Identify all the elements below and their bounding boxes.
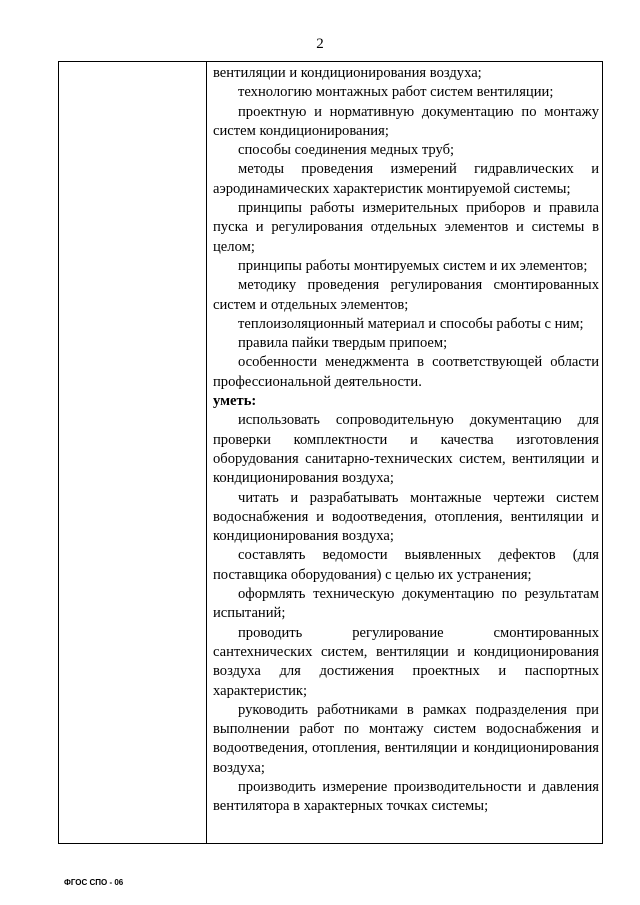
skill-item: производить измерение производительности и давления вентилятора в характерных точках системы;: [213, 778, 599, 815]
table-left-column: [59, 62, 207, 843]
skill-item: проводить регулирование смонтированных сантехнических систем, вентиляции и кондиционирования воздуха для достижения проектных и паспортных характеристик;: [213, 624, 599, 699]
know-item: методику проведения регулирования смонтированных систем и отдельных элементов;: [213, 277, 599, 313]
know-item: методы проведения измерений гидравлических и аэродинамических характеристик монтируемой системы;: [213, 161, 599, 197]
know-item: способы соединения медных труб;: [238, 142, 455, 159]
skill-item: руководить работниками в рамках подразделения при выполнении работ по монтажу систем водоснабжения и водоотведения, отопления, вентиляции и кондиционирования воздуха;: [213, 701, 599, 776]
footer-doc-code: ФГОС СПО - 06: [64, 878, 124, 887]
table-right-column: [207, 62, 602, 843]
skill-item: использовать сопроводительную документацию для проверки комплектности и качества изготовления оборудования санитарно-технических систем, вентиляции и кондиционирования воздуха;: [213, 412, 599, 487]
know-item: принципы работы измерительных приборов и правила пуска и регулирования отдельных элементов и системы в целом;: [213, 200, 599, 255]
skill-item: оформлять техническую документацию по результатам испытаний;: [213, 586, 599, 622]
know-item: проектную и нормативную документацию по монтажу систем кондиционирования;: [213, 103, 599, 139]
know-item: технологию монтажных работ систем вентиляции;: [238, 84, 554, 101]
skill-item: читать и разрабатывать монтажные чертежи систем водоснабжения и водоотведения, отопления, вентиляции и кондиционирования воздуха;: [213, 489, 599, 545]
know-item: особенности менеджмента в соответствующей области профессиональной деятельности.: [213, 354, 599, 390]
know-item: правила пайки твердым припоем;: [238, 335, 448, 352]
know-item: принципы работы монтируемых систем и их элементов;: [238, 257, 588, 274]
skill-item: составлять ведомости выявленных дефектов (для поставщика оборудования) с целью их устранения;: [213, 547, 599, 583]
content-table: [58, 61, 603, 844]
know-item: теплоизоляционный материал и способы работы с ним;: [238, 315, 584, 332]
page-number: 2: [316, 36, 324, 52]
continuation-text: вентиляции и кондиционирования воздуха;: [213, 65, 482, 81]
skills-heading: уметь:: [213, 393, 257, 410]
